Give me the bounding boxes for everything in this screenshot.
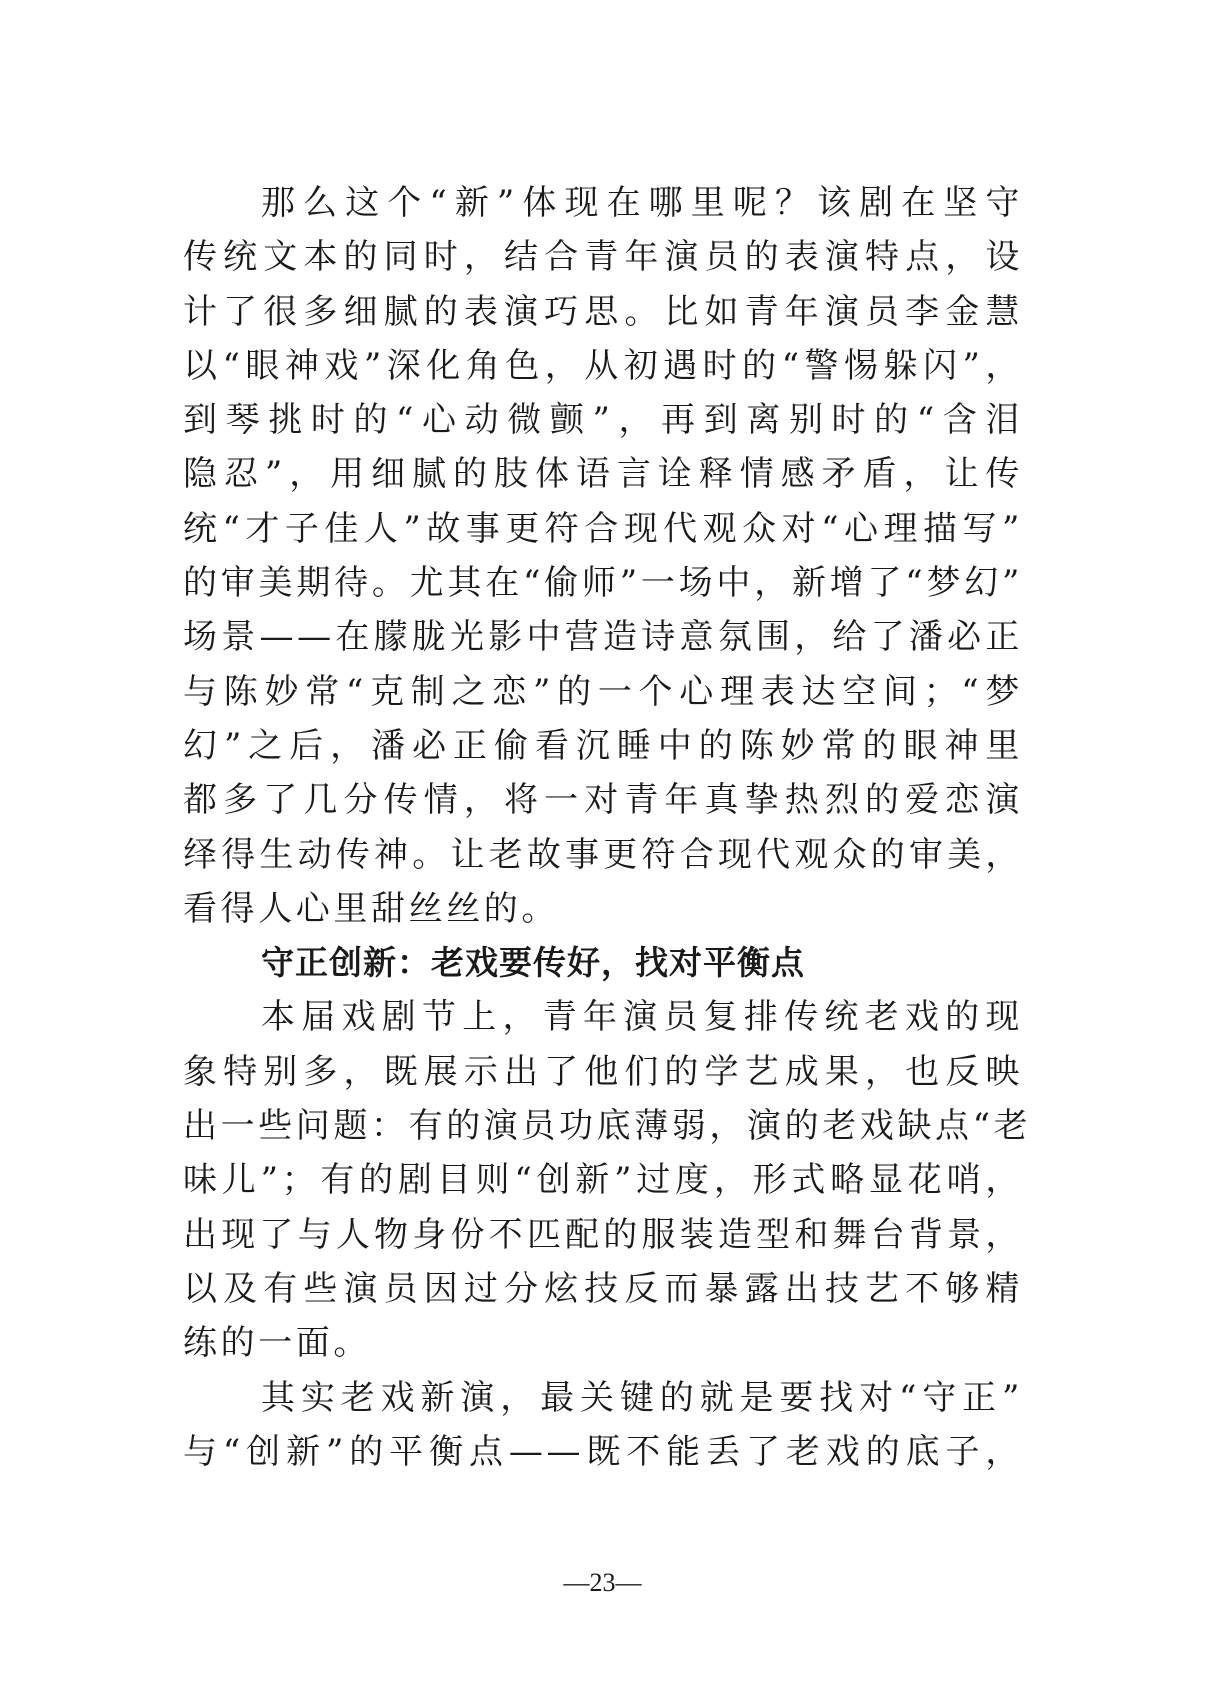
paragraph-line: 场景——在朦胧光影中营造诗意氛围，给了潘必正 — [183, 617, 1023, 658]
paragraph-line: 与“创新”的平衡点——既不能丢了老戏的底子， — [183, 1431, 1023, 1472]
page-number: —23— — [563, 1568, 642, 1597]
paragraph-line: 都多了几分传情，将一对青年真挚热烈的爱恋演 — [183, 780, 1023, 821]
paragraph-line: 练的一面。 — [183, 1323, 371, 1364]
paragraph-line: 以“眼神戏”深化角色，从初遇时的“警惕躲闪”， — [183, 345, 1023, 386]
paragraph-line: 本届戏剧节上，青年演员复排传统老戏的现 — [261, 997, 1023, 1038]
paragraph-line: 看得人心里甜丝丝的。 — [183, 888, 559, 929]
article-body — [183, 176, 1032, 1479]
section-heading: 守正创新：老戏要传好，找对平衡点 — [261, 943, 805, 983]
paragraph-line: 到琴挑时的“心动微颤”，再到离别时的“含泪 — [183, 400, 1023, 441]
paragraph-line: 与陈妙常“克制之恋”的一个心理表达空间；“梦 — [183, 671, 1023, 712]
paragraph-line: 幻”之后，潘必正偷看沉睡中的陈妙常的眼神里 — [183, 725, 1023, 766]
paragraph-line: 统“才子佳人”故事更符合现代观众对“心理描写” — [183, 508, 1023, 549]
paragraph-line: 其实老戏新演，最关键的就是要找对“守正” — [261, 1377, 1023, 1418]
paragraph-line: 的审美期待。尤其在“偷师”一场中，新增了“梦幻” — [183, 563, 1023, 604]
paragraph-line: 绎得生动传神。让老故事更符合现代观众的审美， — [183, 834, 1023, 875]
paragraph-line: 出一些问题：有的演员功底薄弱，演的老戏缺点“老 — [183, 1106, 1032, 1147]
paragraph-line: 计了很多细腻的表演巧思。比如青年演员李金慧 — [183, 291, 1023, 332]
paragraph-line: 象特别多，既展示出了他们的学艺成果，也反映 — [183, 1051, 1023, 1092]
paragraph-line: 那么这个“新”体现在哪里呢？该剧在坚守 — [261, 183, 1023, 223]
paragraph-line: 味儿”；有的剧目则“创新”过度，形式略显花哨， — [183, 1160, 1023, 1201]
paragraph-line: 以及有些演员因过分炫技反而暴露出技艺不够精 — [183, 1268, 1023, 1309]
paragraph-line: 传统文本的同时，结合青年演员的表演特点，设 — [183, 237, 1023, 278]
paragraph-line: 出现了与人物身份不匹配的服装造型和舞台背景， — [183, 1214, 1023, 1255]
paragraph-line: 隐忍”，用细腻的肢体语言诠释情感矛盾，让传 — [183, 454, 1023, 495]
